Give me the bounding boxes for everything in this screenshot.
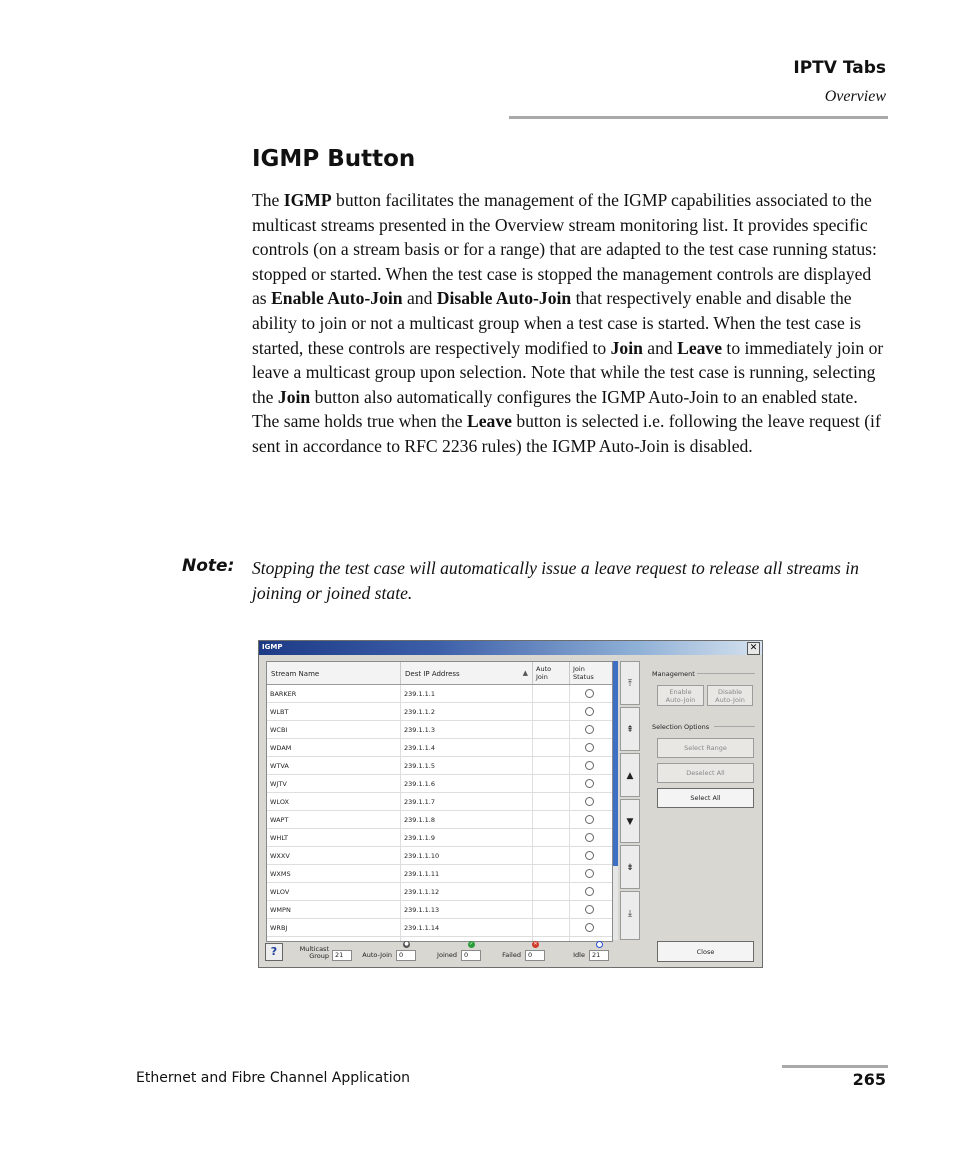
dest-ip: 239.1.1.3 [404,726,436,734]
dest-ip-cell [401,775,533,792]
stream-name: WXXV [270,852,290,860]
close-button[interactable]: Close [657,941,754,962]
dest-ip: 239.1.1.14 [404,924,440,932]
body-bold-term: Disable Auto-Join [436,288,572,309]
column-stream-name[interactable]: Stream Name [267,662,401,684]
join-status-circle-icon [585,923,594,932]
body-bold-term: Enable Auto-Join [271,288,403,309]
body-bold-term: Leave [677,337,723,358]
join-status-circle-icon [585,797,594,806]
auto-join-cell[interactable] [533,811,570,828]
section-title: IGMP Button [252,146,416,172]
vertical-scrollbar[interactable] [613,661,618,940]
management-divider [697,673,755,674]
table-row[interactable] [267,901,612,919]
table-row[interactable] [267,703,612,721]
header-subtitle: Overview [824,88,886,105]
enable-auto-join-button[interactable]: Enable Auto-Join [657,685,704,706]
body-text-run: and [642,337,678,358]
grid-header [267,662,612,685]
auto-join-cell[interactable] [533,721,570,738]
column-join-status[interactable]: Join Status [573,665,594,681]
dest-ip: 239.1.1.2 [404,708,436,716]
joined-status-value: 0 [461,950,481,961]
join-status-cell [570,847,612,864]
select-all-button[interactable]: Select All [657,788,754,808]
stream-name: WLOV [270,888,290,896]
body-text-run: button is selected i.e. following the leave request (if sent in accordance to RFC 2236 rules) the IGMP Auto-Join is disabled. [252,411,881,456]
dest-ip: 239.1.1.8 [404,816,436,824]
igmp-dialog [258,640,763,968]
dest-ip: 239.1.1.6 [404,780,436,788]
stream-name: WMPN [270,906,291,914]
auto-join-cell[interactable] [533,739,570,756]
auto-join-cell[interactable] [533,685,570,702]
note-text: Stopping the test case will automatically issue a leave request to release all streams in joining or joined state. [252,558,859,603]
auto-join-status-label: Auto-Join [362,951,392,959]
column-dest-ip[interactable]: Dest IP Address ▲ [401,662,533,684]
dest-ip: 239.1.1.9 [404,834,436,842]
management-label: Management [652,670,695,678]
status-bar [259,941,762,967]
joined-status-label: Joined [437,951,457,959]
stream-name-cell [267,739,401,756]
table-row[interactable] [267,775,612,793]
dest-ip-cell [401,829,533,846]
dialog-titlebar [259,641,762,655]
table-row[interactable] [267,757,612,775]
table-row[interactable] [267,811,612,829]
stream-name-cell [267,757,401,774]
join-status-cell [570,721,612,738]
body-text-run: button facilitates the management of the IGMP capabilities associated to the multicast streams presented in the Overview stream monitoring list. It provides specific controls (on a stream basis or for a range) that are adapted to the test case running status: stopped or started. When the test case is stopped the management controls are displayed as [252,190,877,309]
dest-ip-cell [401,703,533,720]
dest-ip: 239.1.1.10 [404,852,440,860]
join-status-cell [570,757,612,774]
join-status-cell [570,811,612,828]
nav-bottom-button[interactable]: ⤓ [620,891,640,940]
join-status-cell [570,775,612,792]
nav-up-button[interactable]: ▲ [620,753,640,797]
join-status-cell [570,703,612,720]
auto-join-cell[interactable] [533,883,570,900]
stream-name-cell [267,883,401,900]
dest-ip-cell [401,685,533,702]
stream-name-cell [267,793,401,810]
auto-join-cell[interactable] [533,775,570,792]
join-status-cell [570,829,612,846]
dest-ip: 239.1.1.13 [404,906,440,914]
join-status-circle-icon [585,869,594,878]
stream-name-cell [267,721,401,738]
selection-divider [714,726,755,727]
failed-status-label: Failed [502,951,521,959]
stream-name: WHLT [270,834,289,842]
body-text-run: and [402,288,437,309]
body-bold-term: Leave [466,411,512,432]
join-status-cell [570,685,612,702]
dest-ip: 239.1.1.4 [404,744,436,752]
header-title: IPTV Tabs [793,58,886,78]
selection-options-label: Selection Options [652,723,710,731]
close-icon[interactable]: ✕ [747,642,760,655]
table-row[interactable] [267,847,612,865]
stream-name: WJTV [270,780,287,788]
page-number: 265 [852,1070,886,1089]
table-row[interactable] [267,685,612,703]
dest-ip: 239.1.1.7 [404,798,436,806]
body-text-run: button also automatically configures the IGMP Auto-Join to an enabled state. The same holds true when the [252,386,858,432]
join-status-circle-icon [585,707,594,716]
join-status-circle-icon [585,743,594,752]
join-status-cell [570,919,612,936]
dest-ip: 239.1.1.1 [404,690,436,698]
body-text-run: The [252,190,284,210]
join-status-cell [570,739,612,756]
join-status-circle-icon [585,905,594,914]
join-status-circle-icon [585,851,594,860]
table-row[interactable] [267,739,612,757]
dest-ip-cell [401,793,533,810]
dest-ip-cell [401,721,533,738]
stream-name-cell [267,811,401,828]
failed-cross-icon: ✕ [533,941,538,947]
dest-ip-cell [401,739,533,756]
column-auto-join[interactable]: Auto Join [533,662,570,684]
navigation-buttons [620,661,640,940]
join-status-circle-icon [585,689,594,698]
body-text-run: to immediately join or leave a multicast group upon selection. Note that while the test case is running, selecting the [252,337,884,407]
stream-name: WDAM [270,744,292,752]
body-text-run: that respectively enable and disable the ability to join or not a multicast group when a test case is started. When the test case is started, these controls are respectively modified to [252,288,861,358]
footer-doc-title: Ethernet and Fibre Channel Application [136,1070,411,1086]
dest-ip-cell [401,883,533,900]
auto-join-cell[interactable] [533,865,570,882]
stream-name-cell [267,901,401,918]
idle-status-label: Idle [573,951,585,959]
dest-ip: 239.1.1.12 [404,888,440,896]
table-row[interactable] [267,829,612,847]
join-status-cell [570,883,612,900]
table-row[interactable] [267,919,612,937]
join-status-circle-icon [585,761,594,770]
dialog-title: IGMP [262,643,283,651]
stream-name-cell [267,685,401,702]
join-status-cell [570,865,612,882]
failed-status-value: 0 [525,950,545,961]
auto-join-cell[interactable] [533,919,570,936]
dest-ip: 239.1.1.5 [404,762,436,770]
dest-ip-cell [401,865,533,882]
select-range-button[interactable]: Select Range [657,738,754,758]
join-status-circle-icon [585,815,594,824]
footer-rule [782,1065,888,1068]
scroll-thumb[interactable] [613,661,618,866]
body-bold-term: IGMP [283,190,332,210]
join-status-cell [570,901,612,918]
multicast-group-value: 21 [332,950,352,961]
join-status-circle-icon [585,725,594,734]
help-button[interactable]: ? [265,943,283,961]
dest-ip-cell [401,901,533,918]
stream-name: WLBT [270,708,289,716]
deselect-all-button[interactable]: Deselect All [657,763,754,783]
stream-name: WCBI [270,726,288,734]
nav-top-button[interactable]: ⤒ [620,661,640,705]
stream-name-cell [267,775,401,792]
nav-page-down-button[interactable]: ⇟ [620,845,640,889]
stream-name: WLOX [270,798,289,806]
table-row[interactable] [267,883,612,901]
auto-join-cell[interactable] [533,829,570,846]
auto-join-cell[interactable] [533,901,570,918]
sort-up-icon: ▲ [522,669,528,677]
auto-join-status-icon: ● [404,941,409,947]
stream-name: WAPT [270,816,289,824]
auto-join-cell[interactable] [533,757,570,774]
auto-join-cell[interactable] [533,793,570,810]
stream-name-cell [267,919,401,936]
nav-page-up-button[interactable]: ⇞ [620,707,640,751]
stream-name: WXMS [270,870,291,878]
dest-ip-cell [401,847,533,864]
stream-name-cell [267,865,401,882]
multicast-group-label: Multicast Group [299,945,329,960]
dest-ip: 239.1.1.11 [404,870,440,878]
body-bold-term: Join [277,386,311,407]
stream-name: WTVA [270,762,289,770]
stream-name: BARKER [270,690,297,698]
table-row[interactable] [267,793,612,811]
idle-status-value: 21 [589,950,609,961]
auto-join-cell[interactable] [533,847,570,864]
stream-grid [266,661,613,942]
join-status-circle-icon [585,887,594,896]
table-row[interactable] [267,865,612,883]
note-label: Note: [182,556,235,576]
joined-check-icon: ✓ [469,941,474,947]
stream-name-cell [267,703,401,720]
grid-rows [267,685,612,942]
join-status-circle-icon [585,779,594,788]
body-bold-term: Join [610,337,643,358]
auto-join-status-value: 0 [396,950,416,961]
dest-ip-cell [401,811,533,828]
header-rule [509,116,888,119]
table-row[interactable] [267,721,612,739]
nav-down-button[interactable]: ▼ [620,799,640,843]
stream-name-cell [267,829,401,846]
join-status-circle-icon [585,833,594,842]
section-body [252,188,888,459]
auto-join-cell[interactable] [533,703,570,720]
idle-circle-icon [596,941,603,948]
stream-name: WRBJ [270,924,288,932]
disable-auto-join-button[interactable]: Disable Auto-Join [707,685,753,706]
dest-ip-cell [401,919,533,936]
join-status-cell [570,793,612,810]
dest-ip-cell [401,757,533,774]
stream-name-cell [267,847,401,864]
